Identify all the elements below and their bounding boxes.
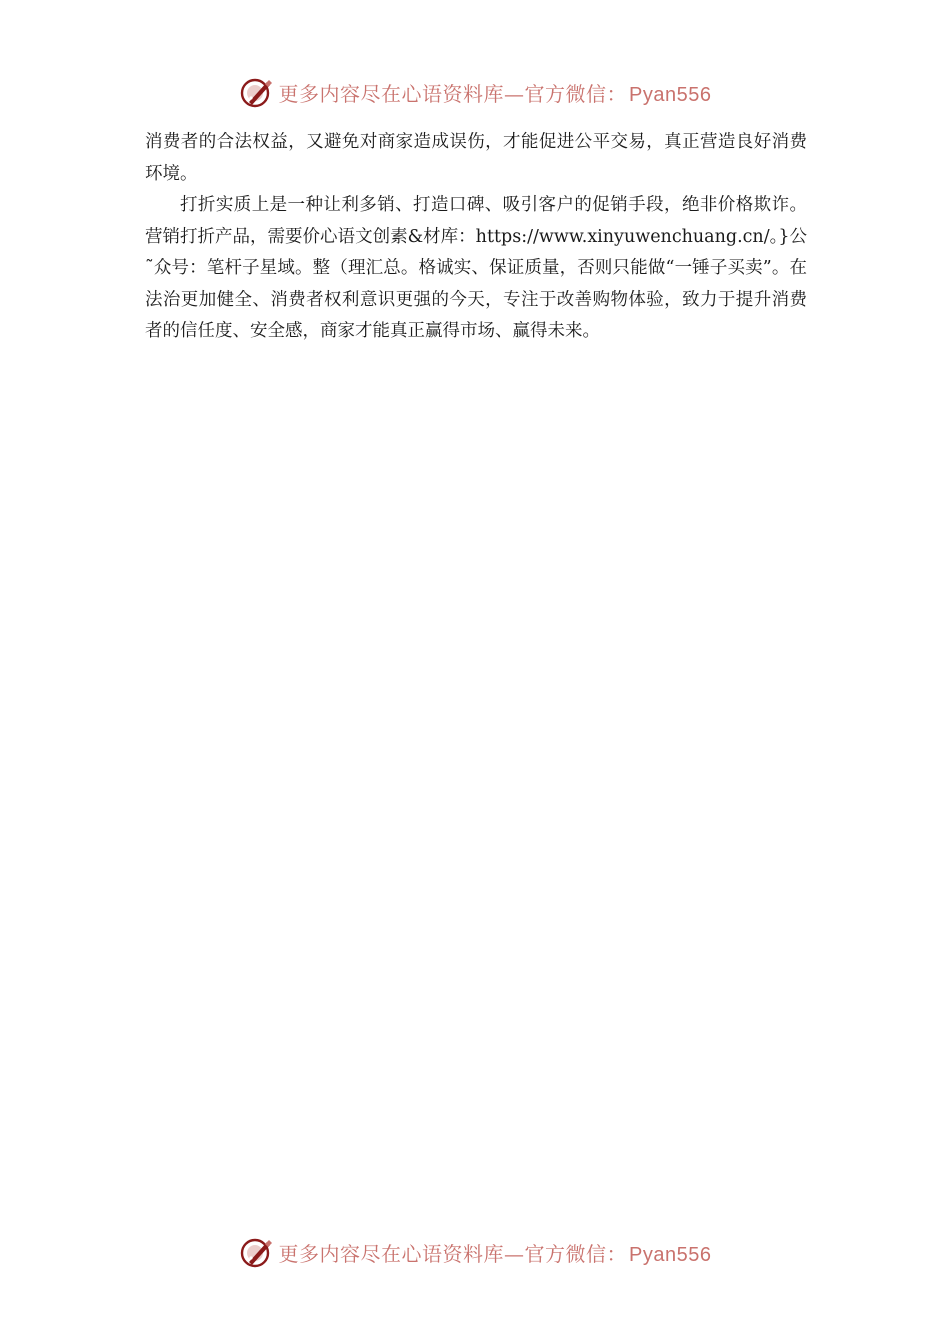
document-body bbox=[145, 127, 807, 348]
header-slogan: 更多内容尽在心语资料库—官方微信： Pyan556 bbox=[278, 81, 712, 106]
paragraph-2: 打折实质上是一种让利多销、打造口碑、吸引客户的促销手段，绝非价格欺诈。营销打折产品，需要价心语文创素&材库：https://www.xinyuwenchuang.cn/。}公˜众号：笔杆子星域。整（理汇总。格诚实、保证质量，否则只能做“一锤子买卖”。在法治更加健全、消费者权利意识更强的今天，专注于改善购物体验，致力于提升消费者的信任度、安全感，商家才能真正赢得市场、赢得未来。 bbox=[145, 195, 807, 341]
header-wechat-id: Pyan556 bbox=[629, 83, 712, 106]
pen-nib-seal-icon bbox=[239, 74, 275, 110]
paragraph-1: 消费者的合法权益，又避免对商家造成误伤，才能促进公平交易，真正营造良好消费环境。 bbox=[145, 132, 807, 184]
footer-slogan: 更多内容尽在心语资料库—官方微信： Pyan556 bbox=[278, 1241, 712, 1266]
footer-banner bbox=[0, 1232, 950, 1272]
header-banner bbox=[0, 72, 950, 112]
pen-nib-seal-icon bbox=[239, 1234, 275, 1270]
footer-wechat-id: Pyan556 bbox=[629, 1243, 712, 1266]
